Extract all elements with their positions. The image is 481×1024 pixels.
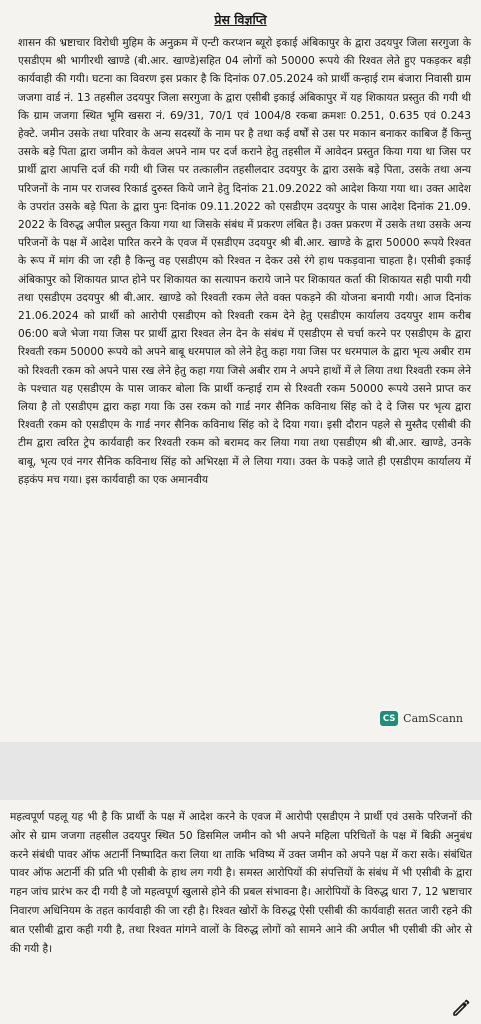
press-release-title: प्रेस विज्ञप्ति [214,12,267,27]
camscanner-watermark [380,711,463,726]
page-2-paragraph: महत्वपूर्ण पहलू यह भी है कि प्रार्थी के पक्ष में आदेश करने के एवज में आरोपी एसडीएम ने प्रार्थी एवं उसके परिजनों की ओर से ग्राम जजगा तहसील उदयपुर स्थित 50 डिसमिल जमीन को भी अपने महिला परिचितों के पक्ष में बिक्री अनुबंध करने संबंधी पावर ऑफ अटार्नी निष्पादित करा लिया था ताकि भविष्य में उक्त जमीन को अपने पक्ष में करा सके। संबंधित पावर ऑफ अटार्नी की प्रति भी एसीबी के हाथ लग गयी है। समस्त आरोपियों की संपत्तियों के संबंध में भी एसीबी के द्वारा गहन जांच प्रारंभ कर दी गयी है जो महत्वपूर्ण खुलासे होने की प्रबल संभावना है। आरोपियों के विरुद्ध धारा 7, 12 भ्रष्टाचार निवारण अधिनियम के तहत कार्यवाही की जा रही है। रिश्वत खोरों के विरुद्ध ऐसी एसीबी की कार्यवाही सतत जारी रहने की बात एसीबी द्वारा कही गयी है, तथा रिश्वत मांगने वालों के विरुद्ध लोगों को सामने आने की अपील भी एसीबी की ओर से की गयी है। [10,811,472,955]
page-1-paragraph: शासन की भ्रष्टाचार विरोधी मुहिम के अनुक्रम में एन्टी करप्शन ब्यूरो इकाई अंबिकापुर के द्वारा उदयपुर जिला सरगुजा के एसडीएम श्री भागीरथी खाण्डे (बी.आर. खाण्डे)सहित 04 लोगों को 50000 रूपये की रिश्वत लेते हुए पकड़कर बड़ी कार्यवाही की गयी। घटना का विवरण इस प्रकार है कि दिनांक 07.05.2024 को प्रार्थी कन्हाई राम बंजारा निवासी ग्राम जजगा वार्ड नं. 13 तहसील उदयपुर जिला सरगुजा के द्वारा एसीबी इकाई अंबिकापुर में यह शिकायत प्रस्तुत की गयी थी कि ग्राम जजगा स्थित भूमि खसरा नं. 69/31, 70/1 एवं 1004/8 रकबा क्रमशः 0.251, 0.635 एवं 0.243 हेक्टे. जमीन उसके तथा परिवार के अन्य सदस्यों के नाम पर है तथा कई वर्षों से उस पर मकान बनाकर काबिज हैं किन्तु उसके बड़े पिता द्वारा जमीन को केवल अपने नाम पर दर्ज कराने हेतु तहसील में आवेदन प्रस्तुत किया गया था जिस पर प्रार्थी द्वारा आपत्ति दर्ज की गयी थी जिस पर तत्कालीन तहसीलदार उदयपुर के द्वारा उसके बड़े पिता, उसके तथा अन्य परिजनों के नाम पर राजस्व रिकार्ड दुरुस्त किये जाने हेतु दिनांक 21.09.2022 को आदेश किया गया था। उक्त आदेश के उपरांत उसके बड़े पिता के द्वारा पुनः दिनांक 09.11.2022 को एसडीएम उदयपुर के पास आदेश दिनांक 21.09. 2022 के विरुद्ध अपील प्रस्तुत किया गया था जिसके संबंध में प्रकरण लंबित है। उक्त प्रकरण में उसके तथा उसके अन्य परिजनों के पक्ष में आदेश पारित करने के एवज में एसडीएम उदयपुर श्री बी.आर. खाण्डे के द्वारा 50000 रूपये रिश्वत के रूप में मांग की जा रही है किन्तु वह एसडीएम को रिश्वत न देकर उसे रंगे हाथ पकड़वाना चाहता है। एसीबी इकाई अंबिकापुर को शिकायत प्राप्त होने पर शिकायत का सत्यापन कराये जाने पर शिकायत कर्ता की शिकायत सही पायी गयी तथा एसडीएम उदयपुर श्री बी.आर. खाण्डे को रिश्वती रकम लेते वक्त पकड़ने की योजना बनायी गयी। आज दिनांक 21.06.2024 को प्रार्थी को आरोपी एसडीएम को रिश्वती रकम देने हेतु एसडीएम कार्यालय उदयपुर शाम करीब 06:00 बजे भेजा गया जिस पर प्रार्थी द्वारा रिश्वत लेन देन के संबंध में एसडीएम से चर्चा करने पर एसडीएम के द्वारा रिश्वती रकम 50000 रूपये को अपने बाबू धरमपाल को लेने हेतु कहा गया जिस पर धरमपाल के द्वारा भृत्य अबीर राम को रिश्वती रकम को अपने पास रख लेने हेतु कहा गया जिसे अबीर राम ने अपने हाथों में ले लिया तथा रिश्वती रकम लेने के पश्चात यह एसडीएम के पास जाकर बोला कि प्रार्थी कन्हाई राम से रिश्वती रकम 50000 रूपये उसने प्राप्त कर लिया है तो एसडीएम द्वारा कहा गया कि उस रकम को गार्ड नगर सैनिक कविनाथ सिंह को दे दे जिस पर भृत्य द्वारा रिश्वती रकम को एसडीएम के गार्ड नगर सैनिक कविनाथ सिंह को दे दिया गया। इसी दौरान पहले से मुस्तैद एसीबी की टीम द्वारा त्वरित ट्रेप कार्यवाही कर रिश्वती रकम को बरामद कर लिया गया तथा एसडीएम श्री बी.आर. खाण्डे, उनके बाबू, भृत्य एवं नगर सैनिक कविनाथ सिंह को अभिरक्षा में ले लिया गया। उक्त के पकड़े जाते ही एसडीएम कार्यालय में हड़कंप मच गया। इस कार्यवाही का एक अमानवीय [18,37,472,486]
camscanner-label: CamScann [403,712,463,725]
edit-pen-icon[interactable] [451,998,471,1018]
page-1-body [18,34,471,489]
camscanner-logo-icon: CS [380,711,398,726]
page-2-body [10,808,472,958]
document-page-2 [0,800,481,1024]
page-separator [0,742,481,800]
